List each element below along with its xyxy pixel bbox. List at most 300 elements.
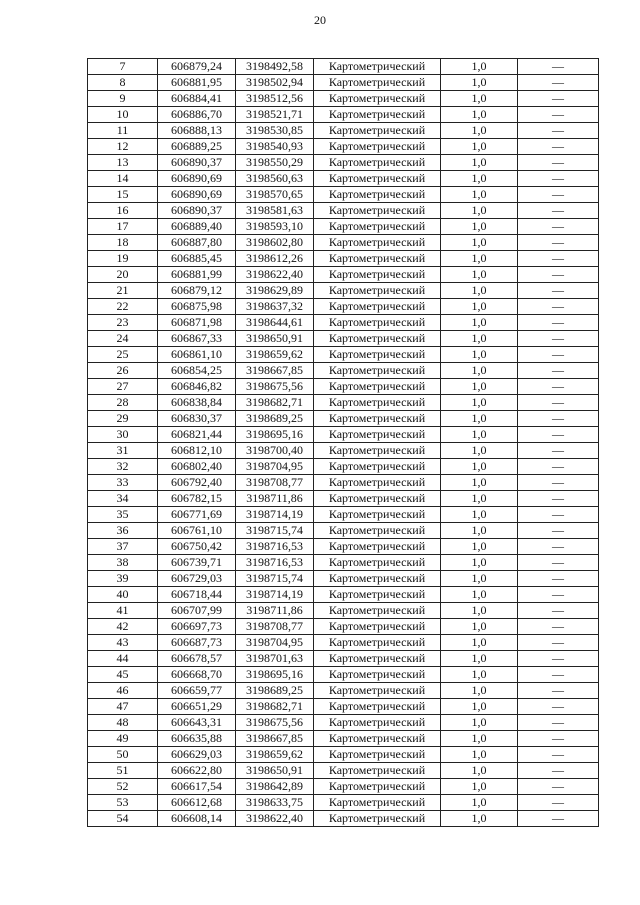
note-cell: —: [518, 171, 599, 187]
point-number-cell: 25: [88, 347, 158, 363]
point-number-cell: 51: [88, 763, 158, 779]
method-cell: Картометрический: [314, 299, 441, 315]
accuracy-cell: 1,0: [441, 219, 518, 235]
y-coordinate-cell: 3198708,77: [236, 475, 314, 491]
x-coordinate-cell: 606629,03: [158, 747, 236, 763]
point-number-cell: 52: [88, 779, 158, 795]
point-number-cell: 40: [88, 587, 158, 603]
point-number-cell: 44: [88, 651, 158, 667]
accuracy-cell: 1,0: [441, 475, 518, 491]
method-cell: Картометрический: [314, 251, 441, 267]
note-cell: —: [518, 539, 599, 555]
point-number-cell: 48: [88, 715, 158, 731]
method-cell: Картометрический: [314, 491, 441, 507]
y-coordinate-cell: 3198612,26: [236, 251, 314, 267]
accuracy-cell: 1,0: [441, 123, 518, 139]
x-coordinate-cell: 606761,10: [158, 523, 236, 539]
table-row: [88, 267, 599, 283]
method-cell: Картометрический: [314, 123, 441, 139]
table-row: [88, 379, 599, 395]
point-number-cell: 19: [88, 251, 158, 267]
x-coordinate-cell: 606885,45: [158, 251, 236, 267]
method-cell: Картометрический: [314, 731, 441, 747]
accuracy-cell: 1,0: [441, 411, 518, 427]
method-cell: Картометрический: [314, 459, 441, 475]
point-number-cell: 49: [88, 731, 158, 747]
note-cell: —: [518, 651, 599, 667]
point-number-cell: 23: [88, 315, 158, 331]
x-coordinate-cell: 606678,57: [158, 651, 236, 667]
method-cell: Картометрический: [314, 395, 441, 411]
x-coordinate-cell: 606888,13: [158, 123, 236, 139]
accuracy-cell: 1,0: [441, 715, 518, 731]
accuracy-cell: 1,0: [441, 603, 518, 619]
accuracy-cell: 1,0: [441, 731, 518, 747]
accuracy-cell: 1,0: [441, 811, 518, 827]
point-number-cell: 8: [88, 75, 158, 91]
y-coordinate-cell: 3198700,40: [236, 443, 314, 459]
y-coordinate-cell: 3198560,63: [236, 171, 314, 187]
table-row: [88, 75, 599, 91]
table-row: [88, 363, 599, 379]
table-row: [88, 347, 599, 363]
x-coordinate-cell: 606651,29: [158, 699, 236, 715]
x-coordinate-cell: 606659,77: [158, 683, 236, 699]
point-number-cell: 47: [88, 699, 158, 715]
x-coordinate-cell: 606697,73: [158, 619, 236, 635]
point-number-cell: 12: [88, 139, 158, 155]
table-row: [88, 315, 599, 331]
note-cell: —: [518, 251, 599, 267]
x-coordinate-cell: 606802,40: [158, 459, 236, 475]
note-cell: —: [518, 395, 599, 411]
x-coordinate-cell: 606884,41: [158, 91, 236, 107]
x-coordinate-cell: 606617,54: [158, 779, 236, 795]
method-cell: Картометрический: [314, 763, 441, 779]
point-number-cell: 18: [88, 235, 158, 251]
accuracy-cell: 1,0: [441, 619, 518, 635]
accuracy-cell: 1,0: [441, 635, 518, 651]
note-cell: —: [518, 299, 599, 315]
y-coordinate-cell: 3198682,71: [236, 395, 314, 411]
y-coordinate-cell: 3198622,40: [236, 267, 314, 283]
y-coordinate-cell: 3198521,71: [236, 107, 314, 123]
x-coordinate-cell: 606879,12: [158, 283, 236, 299]
method-cell: Картометрический: [314, 651, 441, 667]
note-cell: —: [518, 779, 599, 795]
accuracy-cell: 1,0: [441, 59, 518, 75]
point-number-cell: 20: [88, 267, 158, 283]
x-coordinate-cell: 606871,98: [158, 315, 236, 331]
method-cell: Картометрический: [314, 587, 441, 603]
method-cell: Картометрический: [314, 683, 441, 699]
note-cell: —: [518, 107, 599, 123]
x-coordinate-cell: 606668,70: [158, 667, 236, 683]
note-cell: —: [518, 635, 599, 651]
point-number-cell: 26: [88, 363, 158, 379]
table-row: [88, 603, 599, 619]
note-cell: —: [518, 123, 599, 139]
x-coordinate-cell: 606622,80: [158, 763, 236, 779]
y-coordinate-cell: 3198650,91: [236, 331, 314, 347]
method-cell: Картометрический: [314, 235, 441, 251]
y-coordinate-cell: 3198637,32: [236, 299, 314, 315]
method-cell: Картометрический: [314, 699, 441, 715]
x-coordinate-cell: 606889,40: [158, 219, 236, 235]
point-number-cell: 41: [88, 603, 158, 619]
x-coordinate-cell: 606718,44: [158, 587, 236, 603]
note-cell: —: [518, 203, 599, 219]
x-coordinate-cell: 606812,10: [158, 443, 236, 459]
method-cell: Картометрический: [314, 539, 441, 555]
accuracy-cell: 1,0: [441, 363, 518, 379]
x-coordinate-cell: 606875,98: [158, 299, 236, 315]
note-cell: —: [518, 347, 599, 363]
y-coordinate-cell: 3198689,25: [236, 411, 314, 427]
accuracy-cell: 1,0: [441, 251, 518, 267]
note-cell: —: [518, 667, 599, 683]
table-row: [88, 747, 599, 763]
accuracy-cell: 1,0: [441, 331, 518, 347]
point-number-cell: 7: [88, 59, 158, 75]
page-number: 20: [314, 13, 326, 27]
y-coordinate-cell: 3198570,65: [236, 187, 314, 203]
point-number-cell: 37: [88, 539, 158, 555]
note-cell: —: [518, 91, 599, 107]
y-coordinate-cell: 3198675,56: [236, 379, 314, 395]
point-number-cell: 54: [88, 811, 158, 827]
x-coordinate-cell: 606881,95: [158, 75, 236, 91]
accuracy-cell: 1,0: [441, 75, 518, 91]
accuracy-cell: 1,0: [441, 555, 518, 571]
note-cell: —: [518, 331, 599, 347]
note-cell: —: [518, 731, 599, 747]
point-number-cell: 14: [88, 171, 158, 187]
x-coordinate-cell: 606707,99: [158, 603, 236, 619]
table-row: [88, 571, 599, 587]
note-cell: —: [518, 187, 599, 203]
note-cell: —: [518, 587, 599, 603]
note-cell: —: [518, 267, 599, 283]
x-coordinate-cell: 606782,15: [158, 491, 236, 507]
point-number-cell: 53: [88, 795, 158, 811]
note-cell: —: [518, 683, 599, 699]
y-coordinate-cell: 3198667,85: [236, 363, 314, 379]
method-cell: Картометрический: [314, 443, 441, 459]
table-row: [88, 539, 599, 555]
point-number-cell: 28: [88, 395, 158, 411]
x-coordinate-cell: 606838,84: [158, 395, 236, 411]
y-coordinate-cell: 3198711,86: [236, 491, 314, 507]
note-cell: —: [518, 795, 599, 811]
method-cell: Картометрический: [314, 779, 441, 795]
table-row: [88, 235, 599, 251]
note-cell: —: [518, 571, 599, 587]
coordinates-table-body: [88, 59, 599, 827]
y-coordinate-cell: 3198581,63: [236, 203, 314, 219]
method-cell: Картометрический: [314, 715, 441, 731]
x-coordinate-cell: 606861,10: [158, 347, 236, 363]
point-number-cell: 34: [88, 491, 158, 507]
x-coordinate-cell: 606729,03: [158, 571, 236, 587]
y-coordinate-cell: 3198704,95: [236, 635, 314, 651]
point-number-cell: 30: [88, 427, 158, 443]
table-row: [88, 139, 599, 155]
method-cell: Картометрический: [314, 635, 441, 651]
note-cell: —: [518, 283, 599, 299]
accuracy-cell: 1,0: [441, 779, 518, 795]
note-cell: —: [518, 379, 599, 395]
x-coordinate-cell: 606687,73: [158, 635, 236, 651]
note-cell: —: [518, 363, 599, 379]
x-coordinate-cell: 606750,42: [158, 539, 236, 555]
point-number-cell: 33: [88, 475, 158, 491]
point-number-cell: 46: [88, 683, 158, 699]
point-number-cell: 22: [88, 299, 158, 315]
method-cell: Картометрический: [314, 59, 441, 75]
note-cell: —: [518, 443, 599, 459]
y-coordinate-cell: 3198530,85: [236, 123, 314, 139]
note-cell: —: [518, 715, 599, 731]
table-row: [88, 523, 599, 539]
accuracy-cell: 1,0: [441, 155, 518, 171]
point-number-cell: 36: [88, 523, 158, 539]
point-number-cell: 32: [88, 459, 158, 475]
note-cell: —: [518, 219, 599, 235]
note-cell: —: [518, 235, 599, 251]
y-coordinate-cell: 3198711,86: [236, 603, 314, 619]
x-coordinate-cell: 606792,40: [158, 475, 236, 491]
y-coordinate-cell: 3198512,56: [236, 91, 314, 107]
table-row: [88, 491, 599, 507]
method-cell: Картометрический: [314, 139, 441, 155]
y-coordinate-cell: 3198602,80: [236, 235, 314, 251]
x-coordinate-cell: 606846,82: [158, 379, 236, 395]
method-cell: Картометрический: [314, 219, 441, 235]
point-number-cell: 10: [88, 107, 158, 123]
table-row: [88, 635, 599, 651]
method-cell: Картометрический: [314, 155, 441, 171]
note-cell: —: [518, 427, 599, 443]
x-coordinate-cell: 606643,31: [158, 715, 236, 731]
accuracy-cell: 1,0: [441, 539, 518, 555]
note-cell: —: [518, 315, 599, 331]
y-coordinate-cell: 3198650,91: [236, 763, 314, 779]
table-row: [88, 699, 599, 715]
point-number-cell: 45: [88, 667, 158, 683]
table-row: [88, 587, 599, 603]
method-cell: Картометрический: [314, 747, 441, 763]
point-number-cell: 11: [88, 123, 158, 139]
accuracy-cell: 1,0: [441, 107, 518, 123]
y-coordinate-cell: 3198622,40: [236, 811, 314, 827]
accuracy-cell: 1,0: [441, 171, 518, 187]
method-cell: Картометрический: [314, 363, 441, 379]
method-cell: Картометрический: [314, 379, 441, 395]
note-cell: —: [518, 491, 599, 507]
note-cell: —: [518, 411, 599, 427]
y-coordinate-cell: 3198659,62: [236, 347, 314, 363]
accuracy-cell: 1,0: [441, 283, 518, 299]
method-cell: Картометрический: [314, 427, 441, 443]
y-coordinate-cell: 3198644,61: [236, 315, 314, 331]
table-row: [88, 171, 599, 187]
table-row: [88, 91, 599, 107]
note-cell: —: [518, 523, 599, 539]
table-row: [88, 763, 599, 779]
y-coordinate-cell: 3198492,58: [236, 59, 314, 75]
note-cell: —: [518, 699, 599, 715]
y-coordinate-cell: 3198695,16: [236, 427, 314, 443]
table-row: [88, 203, 599, 219]
table-row: [88, 59, 599, 75]
table-row: [88, 507, 599, 523]
accuracy-cell: 1,0: [441, 699, 518, 715]
y-coordinate-cell: 3198715,74: [236, 571, 314, 587]
note-cell: —: [518, 75, 599, 91]
y-coordinate-cell: 3198716,53: [236, 555, 314, 571]
method-cell: Картометрический: [314, 171, 441, 187]
accuracy-cell: 1,0: [441, 491, 518, 507]
accuracy-cell: 1,0: [441, 187, 518, 203]
y-coordinate-cell: 3198667,85: [236, 731, 314, 747]
method-cell: Картометрический: [314, 91, 441, 107]
x-coordinate-cell: 606886,70: [158, 107, 236, 123]
accuracy-cell: 1,0: [441, 235, 518, 251]
point-number-cell: 38: [88, 555, 158, 571]
x-coordinate-cell: 606890,37: [158, 203, 236, 219]
method-cell: Картометрический: [314, 811, 441, 827]
method-cell: Картометрический: [314, 523, 441, 539]
accuracy-cell: 1,0: [441, 139, 518, 155]
point-number-cell: 42: [88, 619, 158, 635]
table-row: [88, 331, 599, 347]
method-cell: Картометрический: [314, 555, 441, 571]
x-coordinate-cell: 606881,99: [158, 267, 236, 283]
method-cell: Картометрический: [314, 475, 441, 491]
accuracy-cell: 1,0: [441, 507, 518, 523]
y-coordinate-cell: 3198714,19: [236, 587, 314, 603]
note-cell: —: [518, 139, 599, 155]
x-coordinate-cell: 606821,44: [158, 427, 236, 443]
y-coordinate-cell: 3198704,95: [236, 459, 314, 475]
x-coordinate-cell: 606771,69: [158, 507, 236, 523]
accuracy-cell: 1,0: [441, 459, 518, 475]
method-cell: Картометрический: [314, 203, 441, 219]
x-coordinate-cell: 606887,80: [158, 235, 236, 251]
method-cell: Картометрический: [314, 571, 441, 587]
y-coordinate-cell: 3198716,53: [236, 539, 314, 555]
point-number-cell: 29: [88, 411, 158, 427]
point-number-cell: 21: [88, 283, 158, 299]
note-cell: —: [518, 59, 599, 75]
x-coordinate-cell: 606879,24: [158, 59, 236, 75]
method-cell: Картометрический: [314, 411, 441, 427]
x-coordinate-cell: 606890,69: [158, 171, 236, 187]
x-coordinate-cell: 606867,33: [158, 331, 236, 347]
method-cell: Картометрический: [314, 507, 441, 523]
accuracy-cell: 1,0: [441, 315, 518, 331]
accuracy-cell: 1,0: [441, 203, 518, 219]
y-coordinate-cell: 3198633,75: [236, 795, 314, 811]
table-row: [88, 443, 599, 459]
table-row: [88, 219, 599, 235]
note-cell: —: [518, 555, 599, 571]
point-number-cell: 35: [88, 507, 158, 523]
accuracy-cell: 1,0: [441, 795, 518, 811]
accuracy-cell: 1,0: [441, 379, 518, 395]
accuracy-cell: 1,0: [441, 763, 518, 779]
table-row: [88, 187, 599, 203]
table-row: [88, 667, 599, 683]
table-row: [88, 779, 599, 795]
note-cell: —: [518, 603, 599, 619]
table-row: [88, 475, 599, 491]
point-number-cell: 16: [88, 203, 158, 219]
y-coordinate-cell: 3198689,25: [236, 683, 314, 699]
point-number-cell: 17: [88, 219, 158, 235]
table-row: [88, 715, 599, 731]
accuracy-cell: 1,0: [441, 587, 518, 603]
x-coordinate-cell: 606612,68: [158, 795, 236, 811]
table-row: [88, 155, 599, 171]
x-coordinate-cell: 606854,25: [158, 363, 236, 379]
table-row: [88, 459, 599, 475]
y-coordinate-cell: 3198675,56: [236, 715, 314, 731]
method-cell: Картометрический: [314, 75, 441, 91]
accuracy-cell: 1,0: [441, 523, 518, 539]
x-coordinate-cell: 606890,69: [158, 187, 236, 203]
table-row: [88, 555, 599, 571]
note-cell: —: [518, 459, 599, 475]
table-row: [88, 795, 599, 811]
x-coordinate-cell: 606890,37: [158, 155, 236, 171]
y-coordinate-cell: 3198695,16: [236, 667, 314, 683]
method-cell: Картометрический: [314, 603, 441, 619]
method-cell: Картометрический: [314, 267, 441, 283]
point-number-cell: 27: [88, 379, 158, 395]
table-row: [88, 107, 599, 123]
y-coordinate-cell: 3198593,10: [236, 219, 314, 235]
coordinates-table: [87, 58, 599, 827]
point-number-cell: 39: [88, 571, 158, 587]
x-coordinate-cell: 606635,88: [158, 731, 236, 747]
y-coordinate-cell: 3198550,29: [236, 155, 314, 171]
table-row: [88, 123, 599, 139]
accuracy-cell: 1,0: [441, 683, 518, 699]
table-row: [88, 683, 599, 699]
table-row: [88, 731, 599, 747]
point-number-cell: 9: [88, 91, 158, 107]
accuracy-cell: 1,0: [441, 571, 518, 587]
point-number-cell: 13: [88, 155, 158, 171]
method-cell: Картометрический: [314, 107, 441, 123]
x-coordinate-cell: 606739,71: [158, 555, 236, 571]
note-cell: —: [518, 747, 599, 763]
y-coordinate-cell: 3198708,77: [236, 619, 314, 635]
accuracy-cell: 1,0: [441, 267, 518, 283]
method-cell: Картометрический: [314, 347, 441, 363]
accuracy-cell: 1,0: [441, 651, 518, 667]
point-number-cell: 50: [88, 747, 158, 763]
table-row: [88, 395, 599, 411]
point-number-cell: 43: [88, 635, 158, 651]
accuracy-cell: 1,0: [441, 395, 518, 411]
method-cell: Картометрический: [314, 283, 441, 299]
table-row: [88, 427, 599, 443]
method-cell: Картометрический: [314, 619, 441, 635]
y-coordinate-cell: 3198715,74: [236, 523, 314, 539]
